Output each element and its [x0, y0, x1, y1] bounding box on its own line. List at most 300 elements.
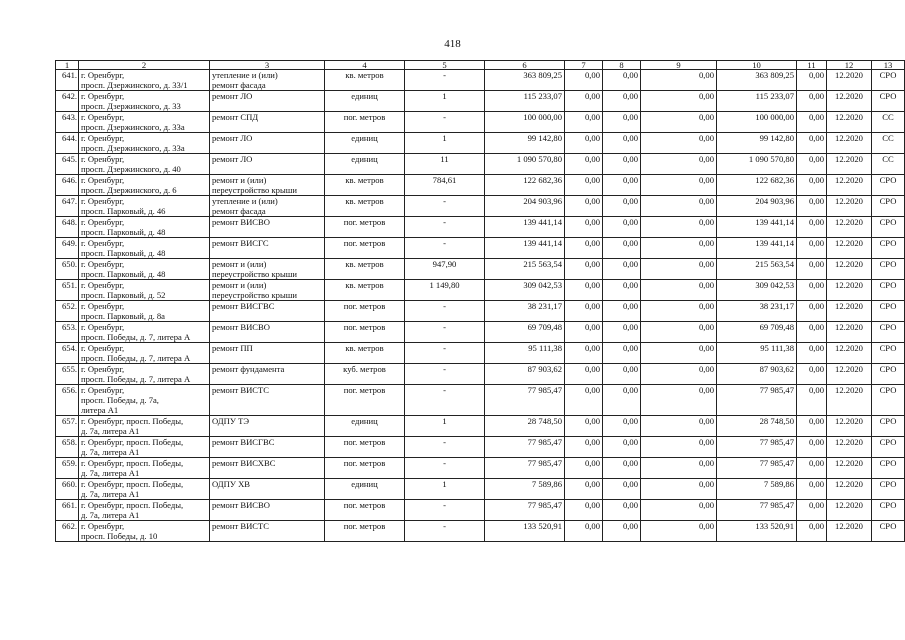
quantity-cell: - — [405, 70, 485, 91]
table-row — [56, 70, 905, 91]
local-budget-cell: 0,00 — [641, 238, 717, 259]
owners-funds-cell: 38 231,17 — [717, 301, 797, 322]
unit-cell: кв. метров — [325, 259, 405, 280]
work-type-cell: утепление и (или) ремонт фасада — [210, 196, 325, 217]
local-budget-cell: 0,00 — [641, 500, 717, 521]
regional-budget-cell: 0,00 — [603, 133, 641, 154]
row-number: 643. — [56, 112, 79, 133]
column-header: 8 — [603, 61, 641, 70]
work-type-cell: ремонт фундамента — [210, 364, 325, 385]
deadline-cell: 12.2020 — [827, 259, 872, 280]
table-row — [56, 364, 905, 385]
local-budget-cell: 0,00 — [641, 280, 717, 301]
work-type-cell: ремонт ВИСВО — [210, 217, 325, 238]
method-cell: СС — [872, 133, 905, 154]
regional-budget-cell: 0,00 — [603, 70, 641, 91]
total-cost-cell: 122 682,36 — [485, 175, 565, 196]
table-row — [56, 238, 905, 259]
other-funds-cell: 0,00 — [797, 301, 827, 322]
table-row — [56, 301, 905, 322]
method-cell: СРО — [872, 500, 905, 521]
local-budget-cell: 0,00 — [641, 91, 717, 112]
works-table — [55, 60, 905, 542]
column-header: 6 — [485, 61, 565, 70]
other-funds-cell: 0,00 — [797, 238, 827, 259]
work-type-cell: ремонт и (или) переустройство крыши — [210, 259, 325, 280]
address-cell: г. Оренбург, просп. Победы, д. 7а, литера А1 — [79, 437, 210, 458]
other-funds-cell: 0,00 — [797, 91, 827, 112]
unit-cell: пог. метров — [325, 322, 405, 343]
deadline-cell: 12.2020 — [827, 196, 872, 217]
column-header: 3 — [210, 61, 325, 70]
local-budget-cell: 0,00 — [641, 217, 717, 238]
table-row — [56, 133, 905, 154]
address-cell: г. Оренбург, просп. Победы, д. 7, литера А — [79, 343, 210, 364]
total-cost-cell: 77 985,47 — [485, 458, 565, 479]
local-budget-cell: 0,00 — [641, 259, 717, 280]
regional-budget-cell: 0,00 — [603, 500, 641, 521]
total-cost-cell: 139 441,14 — [485, 238, 565, 259]
owners-funds-cell: 363 809,25 — [717, 70, 797, 91]
method-cell: СРО — [872, 364, 905, 385]
method-cell: СРО — [872, 259, 905, 280]
total-cost-cell: 133 520,91 — [485, 521, 565, 542]
column-header: 7 — [565, 61, 603, 70]
total-cost-cell: 77 985,47 — [485, 437, 565, 458]
address-cell: г. Оренбург, просп. Победы, д. 7, литера А — [79, 364, 210, 385]
unit-cell: единиц — [325, 91, 405, 112]
fund-cell: 0,00 — [565, 301, 603, 322]
unit-cell: пог. метров — [325, 458, 405, 479]
fund-cell: 0,00 — [565, 416, 603, 437]
method-cell: СС — [872, 112, 905, 133]
other-funds-cell: 0,00 — [797, 364, 827, 385]
owners-funds-cell: 139 441,14 — [717, 238, 797, 259]
method-cell: СС — [872, 154, 905, 175]
work-type-cell: ремонт и (или) переустройство крыши — [210, 175, 325, 196]
method-cell: СРО — [872, 385, 905, 416]
deadline-cell: 12.2020 — [827, 280, 872, 301]
local-budget-cell: 0,00 — [641, 154, 717, 175]
address-cell: г. Оренбург, просп. Парковый, д. 48 — [79, 238, 210, 259]
row-number: 655. — [56, 364, 79, 385]
owners-funds-cell: 215 563,54 — [717, 259, 797, 280]
table-row — [56, 437, 905, 458]
fund-cell: 0,00 — [565, 500, 603, 521]
total-cost-cell: 7 589,86 — [485, 479, 565, 500]
owners-funds-cell: 139 441,14 — [717, 217, 797, 238]
regional-budget-cell: 0,00 — [603, 154, 641, 175]
table-row — [56, 343, 905, 364]
other-funds-cell: 0,00 — [797, 70, 827, 91]
owners-funds-cell: 77 985,47 — [717, 385, 797, 416]
fund-cell: 0,00 — [565, 364, 603, 385]
owners-funds-cell: 100 000,00 — [717, 112, 797, 133]
table-row — [56, 479, 905, 500]
deadline-cell: 12.2020 — [827, 458, 872, 479]
column-header: 12 — [827, 61, 872, 70]
total-cost-cell: 139 441,14 — [485, 217, 565, 238]
method-cell: СРО — [872, 521, 905, 542]
work-type-cell: ремонт ВИСХВС — [210, 458, 325, 479]
address-cell: г. Оренбург, просп. Дзержинского, д. 40 — [79, 154, 210, 175]
row-number: 641. — [56, 70, 79, 91]
unit-cell: кв. метров — [325, 70, 405, 91]
owners-funds-cell: 1 090 570,80 — [717, 154, 797, 175]
row-number: 651. — [56, 280, 79, 301]
page-number: 418 — [444, 38, 461, 50]
other-funds-cell: 0,00 — [797, 500, 827, 521]
method-cell: СРО — [872, 238, 905, 259]
address-cell: г. Оренбург, просп. Победы, д. 7, литера А — [79, 322, 210, 343]
row-number: 659. — [56, 458, 79, 479]
quantity-cell: - — [405, 196, 485, 217]
unit-cell: единиц — [325, 479, 405, 500]
quantity-cell: 1 — [405, 416, 485, 437]
deadline-cell: 12.2020 — [827, 500, 872, 521]
local-budget-cell: 0,00 — [641, 70, 717, 91]
method-cell: СРО — [872, 479, 905, 500]
address-cell: г. Оренбург, просп. Победы, д. 7а, литера А1 — [79, 500, 210, 521]
regional-budget-cell: 0,00 — [603, 343, 641, 364]
address-cell: г. Оренбург, просп. Парковый, д. 46 — [79, 196, 210, 217]
other-funds-cell: 0,00 — [797, 437, 827, 458]
owners-funds-cell: 309 042,53 — [717, 280, 797, 301]
method-cell: СРО — [872, 196, 905, 217]
row-number: 648. — [56, 217, 79, 238]
quantity-cell: 784,61 — [405, 175, 485, 196]
total-cost-cell: 115 233,07 — [485, 91, 565, 112]
total-cost-cell: 1 090 570,80 — [485, 154, 565, 175]
deadline-cell: 12.2020 — [827, 301, 872, 322]
other-funds-cell: 0,00 — [797, 280, 827, 301]
total-cost-cell: 363 809,25 — [485, 70, 565, 91]
quantity-cell: - — [405, 521, 485, 542]
fund-cell: 0,00 — [565, 521, 603, 542]
address-cell: г. Оренбург, просп. Победы, д. 7а, литера А1 — [79, 458, 210, 479]
unit-cell: кв. метров — [325, 175, 405, 196]
table-row — [56, 175, 905, 196]
column-header: 2 — [79, 61, 210, 70]
table-row — [56, 385, 905, 416]
fund-cell: 0,00 — [565, 217, 603, 238]
address-cell: г. Оренбург, просп. Парковый, д. 52 — [79, 280, 210, 301]
quantity-cell: 1 — [405, 133, 485, 154]
other-funds-cell: 0,00 — [797, 175, 827, 196]
unit-cell: единиц — [325, 133, 405, 154]
regional-budget-cell: 0,00 — [603, 521, 641, 542]
address-cell: г. Оренбург, просп. Победы, д. 7а, литера А1 — [79, 479, 210, 500]
method-cell: СРО — [872, 70, 905, 91]
fund-cell: 0,00 — [565, 343, 603, 364]
total-cost-cell: 69 709,48 — [485, 322, 565, 343]
address-cell: г. Оренбург, просп. Парковый, д. 48 — [79, 259, 210, 280]
unit-cell: пог. метров — [325, 385, 405, 416]
owners-funds-cell: 28 748,50 — [717, 416, 797, 437]
fund-cell: 0,00 — [565, 437, 603, 458]
method-cell: СРО — [872, 217, 905, 238]
owners-funds-cell: 95 111,38 — [717, 343, 797, 364]
local-budget-cell: 0,00 — [641, 343, 717, 364]
regional-budget-cell: 0,00 — [603, 112, 641, 133]
other-funds-cell: 0,00 — [797, 458, 827, 479]
row-number: 660. — [56, 479, 79, 500]
unit-cell: единиц — [325, 416, 405, 437]
quantity-cell: - — [405, 437, 485, 458]
quantity-cell: - — [405, 301, 485, 322]
table-row — [56, 322, 905, 343]
regional-budget-cell: 0,00 — [603, 301, 641, 322]
fund-cell: 0,00 — [565, 259, 603, 280]
unit-cell: кв. метров — [325, 343, 405, 364]
address-cell: г. Оренбург, просп. Дзержинского, д. 33 — [79, 91, 210, 112]
quantity-cell: 1 — [405, 91, 485, 112]
method-cell: СРО — [872, 280, 905, 301]
address-cell: г. Оренбург, просп. Дзержинского, д. 6 — [79, 175, 210, 196]
fund-cell: 0,00 — [565, 385, 603, 416]
quantity-cell: 11 — [405, 154, 485, 175]
deadline-cell: 12.2020 — [827, 343, 872, 364]
other-funds-cell: 0,00 — [797, 154, 827, 175]
owners-funds-cell: 87 903,62 — [717, 364, 797, 385]
address-cell: г. Оренбург, просп. Парковый, д. 48 — [79, 217, 210, 238]
work-type-cell: ремонт ВИСГВС — [210, 301, 325, 322]
deadline-cell: 12.2020 — [827, 112, 872, 133]
owners-funds-cell: 77 985,47 — [717, 458, 797, 479]
unit-cell: пог. метров — [325, 238, 405, 259]
unit-cell: кв. метров — [325, 196, 405, 217]
local-budget-cell: 0,00 — [641, 521, 717, 542]
quantity-cell: - — [405, 364, 485, 385]
row-number: 662. — [56, 521, 79, 542]
row-number: 656. — [56, 385, 79, 416]
other-funds-cell: 0,00 — [797, 133, 827, 154]
deadline-cell: 12.2020 — [827, 154, 872, 175]
deadline-cell: 12.2020 — [827, 133, 872, 154]
other-funds-cell: 0,00 — [797, 322, 827, 343]
fund-cell: 0,00 — [565, 280, 603, 301]
local-budget-cell: 0,00 — [641, 175, 717, 196]
owners-funds-cell: 99 142,80 — [717, 133, 797, 154]
row-number: 650. — [56, 259, 79, 280]
owners-funds-cell: 204 903,96 — [717, 196, 797, 217]
regional-budget-cell: 0,00 — [603, 364, 641, 385]
fund-cell: 0,00 — [565, 91, 603, 112]
regional-budget-cell: 0,00 — [603, 458, 641, 479]
method-cell: СРО — [872, 343, 905, 364]
method-cell: СРО — [872, 322, 905, 343]
total-cost-cell: 87 903,62 — [485, 364, 565, 385]
address-cell: г. Оренбург, просп. Парковый, д. 8а — [79, 301, 210, 322]
row-number: 645. — [56, 154, 79, 175]
method-cell: СРО — [872, 301, 905, 322]
row-number: 649. — [56, 238, 79, 259]
table-row — [56, 521, 905, 542]
table-row — [56, 154, 905, 175]
deadline-cell: 12.2020 — [827, 217, 872, 238]
other-funds-cell: 0,00 — [797, 259, 827, 280]
work-type-cell: ремонт ЛО — [210, 133, 325, 154]
unit-cell: пог. метров — [325, 217, 405, 238]
other-funds-cell: 0,00 — [797, 416, 827, 437]
quantity-cell: - — [405, 112, 485, 133]
deadline-cell: 12.2020 — [827, 437, 872, 458]
unit-cell: единиц — [325, 154, 405, 175]
fund-cell: 0,00 — [565, 322, 603, 343]
column-header: 4 — [325, 61, 405, 70]
deadline-cell: 12.2020 — [827, 416, 872, 437]
work-type-cell: ОДПУ ТЭ — [210, 416, 325, 437]
work-type-cell: ОДПУ ХВ — [210, 479, 325, 500]
owners-funds-cell: 7 589,86 — [717, 479, 797, 500]
deadline-cell: 12.2020 — [827, 238, 872, 259]
regional-budget-cell: 0,00 — [603, 322, 641, 343]
row-number: 658. — [56, 437, 79, 458]
local-budget-cell: 0,00 — [641, 322, 717, 343]
quantity-cell: - — [405, 322, 485, 343]
unit-cell: куб. метров — [325, 364, 405, 385]
table-row — [56, 112, 905, 133]
total-cost-cell: 77 985,47 — [485, 500, 565, 521]
fund-cell: 0,00 — [565, 479, 603, 500]
owners-funds-cell: 122 682,36 — [717, 175, 797, 196]
work-type-cell: ремонт и (или) переустройство крыши — [210, 280, 325, 301]
owners-funds-cell: 77 985,47 — [717, 500, 797, 521]
table-row — [56, 500, 905, 521]
total-cost-cell: 28 748,50 — [485, 416, 565, 437]
column-header: 1 — [56, 61, 79, 70]
work-type-cell: ремонт ВИСТС — [210, 521, 325, 542]
column-header: 13 — [872, 61, 905, 70]
quantity-cell: - — [405, 343, 485, 364]
table-row — [56, 416, 905, 437]
local-budget-cell: 0,00 — [641, 458, 717, 479]
table-row — [56, 91, 905, 112]
total-cost-cell: 99 142,80 — [485, 133, 565, 154]
deadline-cell: 12.2020 — [827, 385, 872, 416]
work-type-cell: ремонт ПП — [210, 343, 325, 364]
table-row — [56, 280, 905, 301]
local-budget-cell: 0,00 — [641, 112, 717, 133]
unit-cell: кв. метров — [325, 280, 405, 301]
regional-budget-cell: 0,00 — [603, 238, 641, 259]
header-row — [56, 61, 905, 70]
deadline-cell: 12.2020 — [827, 91, 872, 112]
local-budget-cell: 0,00 — [641, 385, 717, 416]
work-type-cell: ремонт СПД — [210, 112, 325, 133]
table-row — [56, 458, 905, 479]
local-budget-cell: 0,00 — [641, 301, 717, 322]
regional-budget-cell: 0,00 — [603, 196, 641, 217]
method-cell: СРО — [872, 416, 905, 437]
work-type-cell: ремонт ЛО — [210, 91, 325, 112]
row-number: 642. — [56, 91, 79, 112]
work-type-cell: ремонт ВИСГС — [210, 238, 325, 259]
fund-cell: 0,00 — [565, 154, 603, 175]
regional-budget-cell: 0,00 — [603, 175, 641, 196]
work-type-cell: ремонт ВИСТС — [210, 385, 325, 416]
regional-budget-cell: 0,00 — [603, 416, 641, 437]
total-cost-cell: 95 111,38 — [485, 343, 565, 364]
table-row — [56, 259, 905, 280]
work-type-cell: ремонт ВИСВО — [210, 322, 325, 343]
quantity-cell: 947,90 — [405, 259, 485, 280]
owners-funds-cell: 77 985,47 — [717, 437, 797, 458]
regional-budget-cell: 0,00 — [603, 479, 641, 500]
column-header: 5 — [405, 61, 485, 70]
regional-budget-cell: 0,00 — [603, 280, 641, 301]
table-body — [56, 70, 905, 542]
column-header: 11 — [797, 61, 827, 70]
method-cell: СРО — [872, 458, 905, 479]
table-row — [56, 196, 905, 217]
work-type-cell: ремонт ВИСГВС — [210, 437, 325, 458]
regional-budget-cell: 0,00 — [603, 91, 641, 112]
local-budget-cell: 0,00 — [641, 196, 717, 217]
other-funds-cell: 0,00 — [797, 521, 827, 542]
quantity-cell: - — [405, 385, 485, 416]
owners-funds-cell: 69 709,48 — [717, 322, 797, 343]
local-budget-cell: 0,00 — [641, 416, 717, 437]
quantity-cell: - — [405, 500, 485, 521]
quantity-cell: - — [405, 238, 485, 259]
other-funds-cell: 0,00 — [797, 385, 827, 416]
unit-cell: пог. метров — [325, 437, 405, 458]
regional-budget-cell: 0,00 — [603, 217, 641, 238]
fund-cell: 0,00 — [565, 133, 603, 154]
regional-budget-cell: 0,00 — [603, 437, 641, 458]
address-cell: г. Оренбург, просп. Победы, д. 7а, литера А1 — [79, 385, 210, 416]
unit-cell: пог. метров — [325, 521, 405, 542]
deadline-cell: 12.2020 — [827, 364, 872, 385]
deadline-cell: 12.2020 — [827, 70, 872, 91]
unit-cell: пог. метров — [325, 500, 405, 521]
local-budget-cell: 0,00 — [641, 479, 717, 500]
local-budget-cell: 0,00 — [641, 437, 717, 458]
local-budget-cell: 0,00 — [641, 364, 717, 385]
fund-cell: 0,00 — [565, 238, 603, 259]
method-cell: СРО — [872, 91, 905, 112]
fund-cell: 0,00 — [565, 458, 603, 479]
row-number: 654. — [56, 343, 79, 364]
fund-cell: 0,00 — [565, 196, 603, 217]
row-number: 646. — [56, 175, 79, 196]
other-funds-cell: 0,00 — [797, 196, 827, 217]
address-cell: г. Оренбург, просп. Победы, д. 7а, литера А1 — [79, 416, 210, 437]
row-number: 657. — [56, 416, 79, 437]
owners-funds-cell: 133 520,91 — [717, 521, 797, 542]
other-funds-cell: 0,00 — [797, 479, 827, 500]
deadline-cell: 12.2020 — [827, 521, 872, 542]
row-number: 652. — [56, 301, 79, 322]
row-number: 644. — [56, 133, 79, 154]
other-funds-cell: 0,00 — [797, 112, 827, 133]
other-funds-cell: 0,00 — [797, 343, 827, 364]
method-cell: СРО — [872, 175, 905, 196]
fund-cell: 0,00 — [565, 112, 603, 133]
address-cell: г. Оренбург, просп. Дзержинского, д. 33а — [79, 133, 210, 154]
total-cost-cell: 38 231,17 — [485, 301, 565, 322]
quantity-cell: 1 — [405, 479, 485, 500]
unit-cell: пог. метров — [325, 112, 405, 133]
row-number: 661. — [56, 500, 79, 521]
row-number: 647. — [56, 196, 79, 217]
quantity-cell: - — [405, 217, 485, 238]
quantity-cell: - — [405, 458, 485, 479]
total-cost-cell: 77 985,47 — [485, 385, 565, 416]
address-cell: г. Оренбург, просп. Победы, д. 10 — [79, 521, 210, 542]
column-header: 10 — [717, 61, 797, 70]
